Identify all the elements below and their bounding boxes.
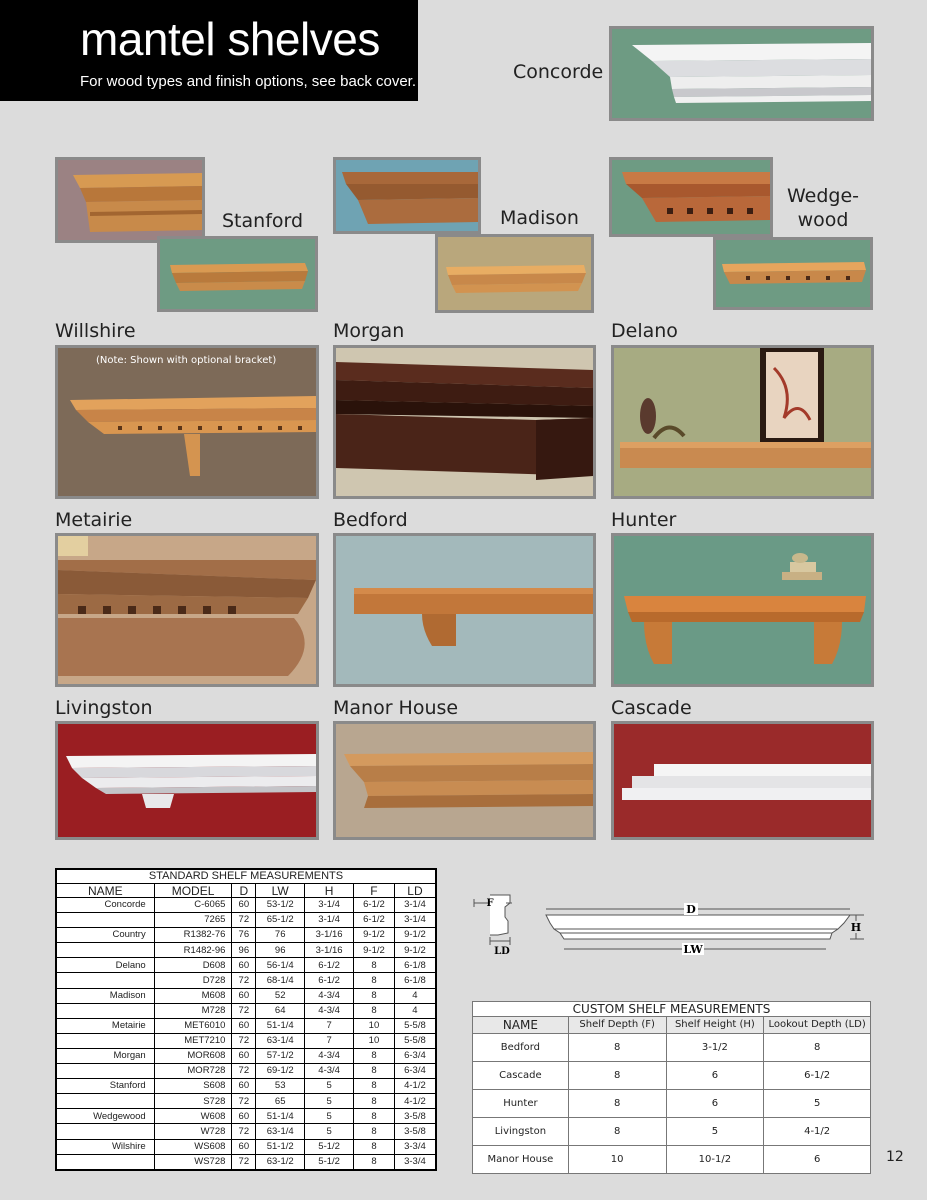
standard-table-cell: 8 xyxy=(354,1094,395,1109)
standard-table-row xyxy=(56,1124,436,1139)
wedgewood-photo-small xyxy=(713,237,873,310)
standard-table-cell xyxy=(56,943,154,958)
standard-table-cell: R1382-76 xyxy=(154,928,232,943)
standard-table-cell: 8 xyxy=(354,1124,395,1139)
standard-table-cell: 9-1/2 xyxy=(394,943,436,958)
standard-table-cell: D608 xyxy=(154,958,232,973)
standard-table-cell: 56-1/4 xyxy=(256,958,305,973)
standard-table-cell: 6-1/2 xyxy=(305,958,354,973)
stanford-photo-large xyxy=(55,157,205,243)
standard-table-cell: 60 xyxy=(232,1139,256,1154)
standard-table-row xyxy=(56,1033,436,1048)
standard-table-cell: 5 xyxy=(305,1124,354,1139)
product-name-wedgewood-line2: wood xyxy=(797,208,849,231)
standard-table-row xyxy=(56,988,436,1003)
standard-table-row xyxy=(56,1154,436,1170)
standard-table-cell: 4-1/2 xyxy=(394,1094,436,1109)
dimension-diagram xyxy=(470,885,870,965)
standard-table-cell: 8 xyxy=(354,973,395,988)
custom-table-cell: 8 xyxy=(568,1118,666,1146)
product-name-wedgewood xyxy=(780,185,866,233)
page-number: 12 xyxy=(886,1149,904,1165)
standard-table-row xyxy=(56,1003,436,1018)
standard-table-row xyxy=(56,958,436,973)
standard-table-cell xyxy=(56,973,154,988)
standard-table-cell: 4 xyxy=(394,988,436,1003)
standard-table-cell: 8 xyxy=(354,958,395,973)
wedgewood-photo-large xyxy=(609,157,773,237)
standard-table-cell: 60 xyxy=(232,1018,256,1033)
standard-table-cell: Country xyxy=(56,928,154,943)
standard-table-cell: 76 xyxy=(256,928,305,943)
standard-table-cell: 9-1/2 xyxy=(354,943,395,958)
cascade-photo xyxy=(611,721,874,840)
custom-shelf-measurements-table xyxy=(472,1001,871,1174)
product-name-concorde: Concorde xyxy=(513,61,604,83)
diagram-label-d: D xyxy=(686,903,696,916)
standard-table-cell: 63-1/4 xyxy=(256,1033,305,1048)
standard-table-header-cell: LW xyxy=(256,884,305,898)
standard-table-cell: 3-5/8 xyxy=(394,1109,436,1124)
standard-table-cell: 8 xyxy=(354,1079,395,1094)
custom-table-row xyxy=(473,1062,871,1090)
standard-table-cell: 4-3/4 xyxy=(305,1003,354,1018)
standard-table-cell: 60 xyxy=(232,1109,256,1124)
standard-table-cell: Madison xyxy=(56,988,154,1003)
product-name-willshire: Willshire xyxy=(55,320,136,342)
standard-table-cell: 3-1/4 xyxy=(394,898,436,913)
product-name-livingston: Livingston xyxy=(55,697,153,719)
standard-table-cell: 60 xyxy=(232,958,256,973)
product-name-madison: Madison xyxy=(500,207,579,229)
standard-table-row xyxy=(56,898,436,913)
standard-table-cell: MET7210 xyxy=(154,1033,232,1048)
standard-table-cell: 51-1/4 xyxy=(256,1018,305,1033)
standard-table-cell: 8 xyxy=(354,1109,395,1124)
custom-table-cell: Bedford xyxy=(473,1034,569,1062)
custom-table-cell: 3-1/2 xyxy=(666,1034,764,1062)
standard-table-cell: MOR608 xyxy=(154,1048,232,1063)
standard-table-cell xyxy=(56,1003,154,1018)
standard-table-cell: 52 xyxy=(256,988,305,1003)
product-name-manor-house: Manor House xyxy=(333,697,459,719)
custom-table-cell: 10-1/2 xyxy=(666,1146,764,1174)
standard-table-cell xyxy=(56,1094,154,1109)
standard-table-cell: 6-3/4 xyxy=(394,1048,436,1063)
custom-table-body xyxy=(473,1034,871,1174)
custom-table-row xyxy=(473,1118,871,1146)
page-title: mantel shelves xyxy=(80,13,380,65)
custom-table-cell: 6 xyxy=(666,1090,764,1118)
standard-table-cell: 72 xyxy=(232,1064,256,1079)
standard-table-cell: WS728 xyxy=(154,1154,232,1170)
standard-table-cell: M728 xyxy=(154,1003,232,1018)
standard-table-cell: 3-3/4 xyxy=(394,1154,436,1170)
standard-table-cell: Stanford xyxy=(56,1079,154,1094)
standard-table-cell: 3-1/4 xyxy=(305,898,354,913)
standard-table-cell: 4 xyxy=(394,1003,436,1018)
custom-table-cell: 8 xyxy=(568,1034,666,1062)
custom-table-cell: 5 xyxy=(666,1118,764,1146)
standard-table-body xyxy=(56,898,436,1170)
standard-table-cell: 9-1/2 xyxy=(394,928,436,943)
product-name-stanford: Stanford xyxy=(222,210,304,232)
standard-table-cell xyxy=(56,913,154,928)
metairie-photo xyxy=(55,533,319,687)
standard-table-cell: 9-1/2 xyxy=(354,928,395,943)
custom-table-cell: 6 xyxy=(666,1062,764,1090)
custom-table-cell: Manor House xyxy=(473,1146,569,1174)
custom-table-cell: 5 xyxy=(764,1090,871,1118)
standard-table-cell: 51-1/2 xyxy=(256,1139,305,1154)
diagram-label-ld: LD xyxy=(494,946,510,957)
standard-table-cell: 69-1/2 xyxy=(256,1064,305,1079)
standard-table-header-cell: F xyxy=(354,884,395,898)
standard-table-cell: 96 xyxy=(232,943,256,958)
delano-photo xyxy=(611,345,874,499)
standard-table-cell: 5-5/8 xyxy=(394,1033,436,1048)
standard-table-cell: 72 xyxy=(232,913,256,928)
standard-table-row xyxy=(56,1018,436,1033)
custom-table-title: CUSTOM SHELF MEASUREMENTS xyxy=(473,1002,871,1017)
product-name-delano: Delano xyxy=(611,320,678,342)
standard-table-cell: Wilshire xyxy=(56,1139,154,1154)
custom-table-cell: 6 xyxy=(764,1146,871,1174)
madison-photo-small xyxy=(435,234,594,313)
standard-table-cell: R1482-96 xyxy=(154,943,232,958)
standard-table-cell: MOR728 xyxy=(154,1064,232,1079)
morgan-photo xyxy=(333,345,596,499)
standard-table-cell: 57-1/2 xyxy=(256,1048,305,1063)
standard-table-row xyxy=(56,1139,436,1154)
custom-table-row xyxy=(473,1034,871,1062)
standard-table-cell: C-6065 xyxy=(154,898,232,913)
standard-table-cell: 7265 xyxy=(154,913,232,928)
standard-table-title: STANDARD SHELF MEASUREMENTS xyxy=(56,869,436,884)
standard-table-cell: 5-1/2 xyxy=(305,1139,354,1154)
standard-table-cell: 3-1/4 xyxy=(394,913,436,928)
standard-table-cell: 65-1/2 xyxy=(256,913,305,928)
standard-shelf-measurements-table xyxy=(55,868,437,1171)
standard-table-cell: 5-1/2 xyxy=(305,1154,354,1170)
standard-table-cell: S728 xyxy=(154,1094,232,1109)
standard-table-row xyxy=(56,1094,436,1109)
standard-table-cell xyxy=(56,1154,154,1170)
standard-table-cell: 4-3/4 xyxy=(305,1064,354,1079)
standard-table-cell: W608 xyxy=(154,1109,232,1124)
custom-table-row xyxy=(473,1090,871,1118)
standard-table-row xyxy=(56,928,436,943)
diagram-label-lw: LW xyxy=(683,943,703,956)
bedford-photo xyxy=(333,533,596,687)
standard-table-cell: 5 xyxy=(305,1109,354,1124)
standard-table-cell: 53-1/2 xyxy=(256,898,305,913)
standard-table-cell: 4-3/4 xyxy=(305,1048,354,1063)
livingston-photo xyxy=(55,721,319,840)
stanford-photo-small xyxy=(157,236,318,312)
standard-table-cell: 10 xyxy=(354,1033,395,1048)
standard-table-cell: 76 xyxy=(232,928,256,943)
standard-table-cell: 60 xyxy=(232,1048,256,1063)
standard-table-cell: 8 xyxy=(354,1048,395,1063)
standard-table-header-row xyxy=(56,884,436,898)
standard-table-header-cell: LD xyxy=(394,884,436,898)
standard-table-cell: 6-3/4 xyxy=(394,1064,436,1079)
standard-table-cell xyxy=(56,1064,154,1079)
product-name-bedford: Bedford xyxy=(333,509,408,531)
standard-table-cell: 4-1/2 xyxy=(394,1079,436,1094)
product-name-hunter: Hunter xyxy=(611,509,677,531)
standard-table-cell: 3-5/8 xyxy=(394,1124,436,1139)
standard-table-cell: W728 xyxy=(154,1124,232,1139)
willshire-photo xyxy=(55,345,319,499)
standard-table-cell: 5-5/8 xyxy=(394,1018,436,1033)
custom-table-header-row xyxy=(473,1017,871,1034)
standard-table-cell: 72 xyxy=(232,1154,256,1170)
standard-table-cell: MET6010 xyxy=(154,1018,232,1033)
custom-table-cell: 8 xyxy=(764,1034,871,1062)
standard-table-cell: 8 xyxy=(354,1139,395,1154)
standard-table-cell: 63-1/2 xyxy=(256,1154,305,1170)
standard-table-cell: 8 xyxy=(354,1003,395,1018)
standard-table-cell: 3-3/4 xyxy=(394,1139,436,1154)
standard-table-header-cell: D xyxy=(232,884,256,898)
standard-table-cell: Morgan xyxy=(56,1048,154,1063)
willshire-note: (Note: Shown with optional bracket) xyxy=(96,355,277,366)
standard-table-cell: 3-1/4 xyxy=(305,913,354,928)
standard-table-cell: Delano xyxy=(56,958,154,973)
custom-table-cell: Hunter xyxy=(473,1090,569,1118)
standard-table-cell: 72 xyxy=(232,1094,256,1109)
standard-table-header-cell: NAME xyxy=(56,884,154,898)
custom-table-header-cell: Shelf Depth (F) xyxy=(568,1017,666,1034)
custom-table-cell: Livingston xyxy=(473,1118,569,1146)
page-subtitle: For wood types and finish options, see back cover. xyxy=(80,73,417,90)
product-name-cascade: Cascade xyxy=(611,697,692,719)
standard-table-cell: 60 xyxy=(232,898,256,913)
standard-table-row xyxy=(56,1064,436,1079)
standard-table-cell: 10 xyxy=(354,1018,395,1033)
standard-table-cell: 72 xyxy=(232,1033,256,1048)
standard-table-cell: 6-1/8 xyxy=(394,958,436,973)
standard-table-cell: 96 xyxy=(256,943,305,958)
standard-table-cell: 8 xyxy=(354,1154,395,1170)
custom-table-cell: 8 xyxy=(568,1062,666,1090)
custom-table-header-cell: Lookout Depth (LD) xyxy=(764,1017,871,1034)
standard-table-cell: 72 xyxy=(232,973,256,988)
standard-table-row xyxy=(56,1109,436,1124)
product-name-wedgewood-line1: Wedge- xyxy=(786,185,860,207)
standard-table-cell: 5 xyxy=(305,1079,354,1094)
standard-table-cell xyxy=(56,1124,154,1139)
standard-table-cell: 8 xyxy=(354,1064,395,1079)
madison-photo-large xyxy=(333,157,481,234)
standard-table-cell: 7 xyxy=(305,1033,354,1048)
profile-long xyxy=(546,915,850,939)
custom-table-cell: 6-1/2 xyxy=(764,1062,871,1090)
standard-table-cell: 3-1/16 xyxy=(305,943,354,958)
standard-table-row xyxy=(56,1048,436,1063)
standard-table-cell: 6-1/2 xyxy=(305,973,354,988)
standard-table-cell: D728 xyxy=(154,973,232,988)
standard-table-cell: 72 xyxy=(232,1003,256,1018)
standard-table-cell: 63-1/4 xyxy=(256,1124,305,1139)
standard-table-cell: 60 xyxy=(232,1079,256,1094)
custom-table-header-cell: NAME xyxy=(473,1017,569,1034)
custom-table-header-cell: Shelf Height (H) xyxy=(666,1017,764,1034)
standard-table-cell: 4-3/4 xyxy=(305,988,354,1003)
page-header xyxy=(0,0,418,101)
standard-table-cell: S608 xyxy=(154,1079,232,1094)
standard-table-cell: 6-1/2 xyxy=(354,898,395,913)
custom-table-cell: 4-1/2 xyxy=(764,1118,871,1146)
standard-table-cell: 5 xyxy=(305,1094,354,1109)
standard-table-cell: 6-1/2 xyxy=(354,913,395,928)
standard-table-cell: Concorde xyxy=(56,898,154,913)
standard-table-cell: 65 xyxy=(256,1094,305,1109)
standard-table-cell: 68-1/4 xyxy=(256,973,305,988)
standard-table-cell: 64 xyxy=(256,1003,305,1018)
product-name-metairie: Metairie xyxy=(55,509,133,531)
standard-table-cell: 60 xyxy=(232,988,256,1003)
hunter-photo xyxy=(611,533,874,687)
custom-table-cell: 8 xyxy=(568,1090,666,1118)
standard-table-cell: Metairie xyxy=(56,1018,154,1033)
standard-table-row xyxy=(56,913,436,928)
standard-table-row xyxy=(56,973,436,988)
standard-table-header-cell: H xyxy=(305,884,354,898)
standard-table-cell: 7 xyxy=(305,1018,354,1033)
standard-table-cell: 3-1/16 xyxy=(305,928,354,943)
custom-table-cell: Cascade xyxy=(473,1062,569,1090)
standard-table-row xyxy=(56,943,436,958)
standard-table-cell: Wedgewood xyxy=(56,1109,154,1124)
standard-table-cell: 8 xyxy=(354,988,395,1003)
standard-table-header-cell: MODEL xyxy=(154,884,232,898)
standard-table-cell: 6-1/8 xyxy=(394,973,436,988)
standard-table-cell: WS608 xyxy=(154,1139,232,1154)
product-name-morgan: Morgan xyxy=(333,320,405,342)
standard-table-cell: M608 xyxy=(154,988,232,1003)
standard-table-row xyxy=(56,1079,436,1094)
standard-table-cell: 53 xyxy=(256,1079,305,1094)
standard-table-cell: 72 xyxy=(232,1124,256,1139)
standard-table-cell xyxy=(56,1033,154,1048)
diagram-label-h: H xyxy=(850,921,862,934)
manor-house-photo xyxy=(333,721,596,840)
concorde-photo xyxy=(609,26,874,121)
custom-table-row xyxy=(473,1146,871,1174)
diagram-label-f: F xyxy=(486,898,494,909)
standard-table-cell: 51-1/4 xyxy=(256,1109,305,1124)
custom-table-cell: 10 xyxy=(568,1146,666,1174)
